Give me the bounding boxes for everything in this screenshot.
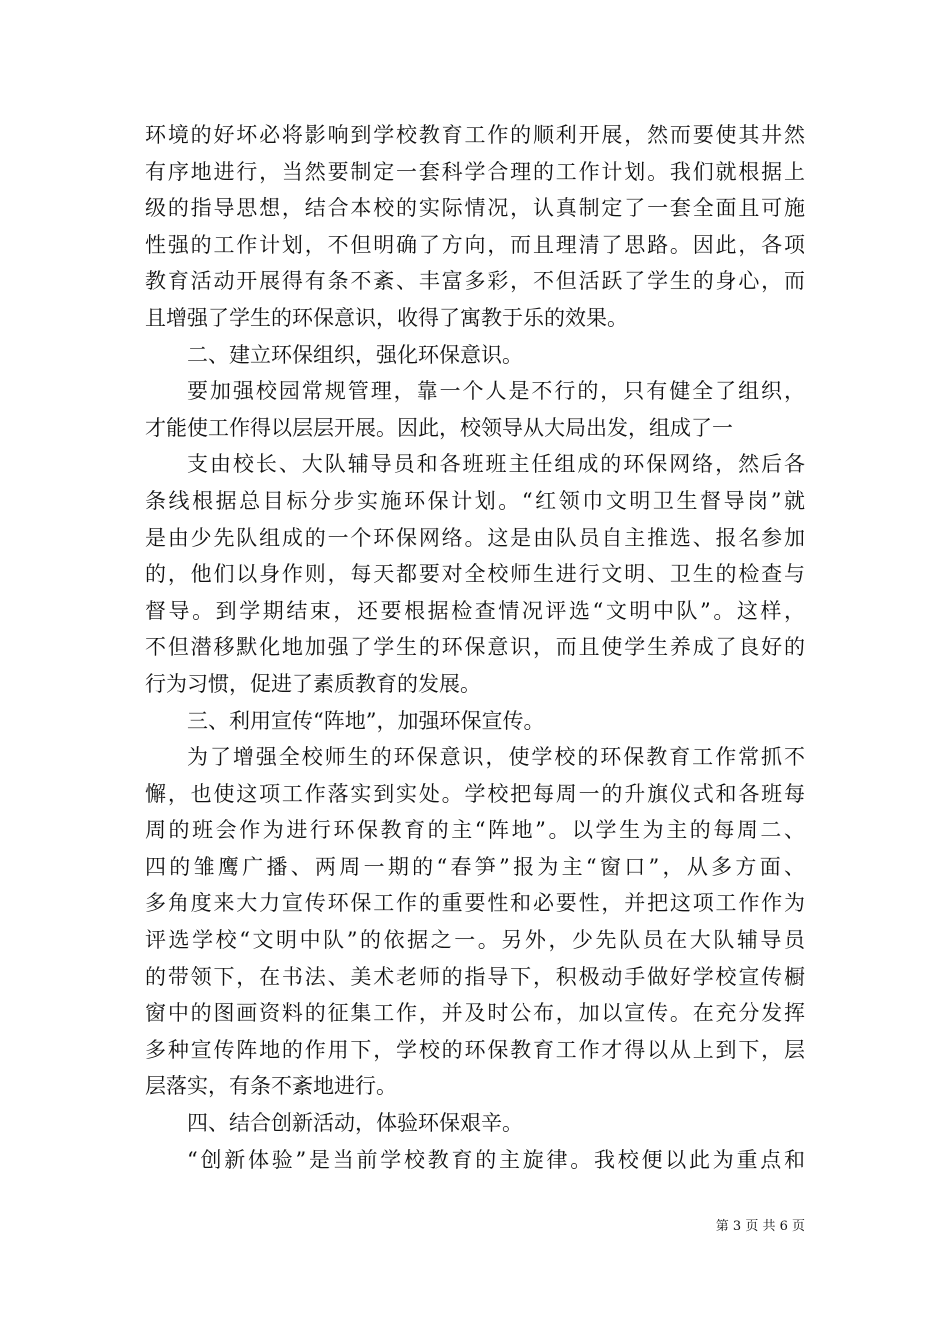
text-line-10: 支由校长、大队辅导员和各班班主任组成的环保网络，然后各: [187, 452, 805, 477]
text-line-13: 的，他们以身作则，每天都要对全校师生进行文明、卫生的检查与: [145, 562, 805, 587]
text-line-27: 层落实，有条不紊地进行。: [145, 1074, 397, 1099]
page-number-footer: 第 3 页 共 6 页: [715, 1219, 805, 1234]
text-line-1: 环境的好坏必将影响到学校教育工作的顺利开展，然而要使其井然: [145, 123, 805, 147]
text-line-12: 是由少先队组成的一个环保网络。这是由队员自主推选、报名参加: [145, 525, 805, 550]
text-line-6: 且增强了学生的环保意识，收得了寓教于乐的效果。: [145, 305, 628, 330]
text-line-19: 懈，也使这项工作落实到实处。学校把每周一的升旗仪式和各班每: [145, 781, 805, 806]
text-line-9: 才能使工作得以层层开展。因此，校领导从大局出发，组成了一: [145, 415, 733, 440]
text-line-5: 教育活动开展得有条不紊、丰富多彩，不但活跃了学生的身心，而: [145, 269, 805, 294]
text-line-3: 级的指导思想，结合本校的实际情况，认真制定了一套全面且可施: [145, 196, 805, 221]
section-heading-3: 三、利用宣传“阵地”，加强环保宣传。: [187, 708, 545, 733]
text-line-20: 周的班会作为进行环保教育的主“阵地”。以学生为主的每周二、: [145, 818, 805, 843]
text-line-11: 条线根据总目标分步实施环保计划。“红领巾文明卫生督导岗”就: [145, 488, 805, 513]
text-line-22: 多角度来大力宣传环保工作的重要性和必要性，并把这项工作作为: [145, 891, 805, 916]
section-heading-4: 四、结合创新活动，体验环保艰辛。: [187, 1111, 523, 1136]
text-line-16: 行为习惯，促进了素质教育的发展。: [145, 671, 481, 696]
text-line-14: 督导。到学期结束，还要根据检查情况评选“文明中队”。这样，: [145, 598, 805, 623]
text-line-23: 评选学校“文明中队”的依据之一。另外，少先队员在大队辅导员: [145, 928, 805, 953]
text-line-26: 多种宣传阵地的作用下，学校的环保教育工作才得以从上到下，层: [145, 1037, 805, 1062]
text-line-15: 不但潜移默化地加强了学生的环保意识，而且使学生养成了良好的: [145, 635, 805, 660]
text-line-8: 要加强校园常规管理，靠一个人是不行的，只有健全了组织，: [187, 379, 805, 404]
text-line-21: 四的雏鹰广播、两周一期的“春笋”报为主“窗口”，从多方面、: [145, 854, 805, 879]
document-body: [145, 117, 805, 1178]
text-line-2: 有序地进行，当然要制定一套科学合理的工作计划。我们就根据上: [145, 159, 805, 184]
text-line-18: 为了增强全校师生的环保意识，使学校的环保教育工作常抓不: [187, 745, 805, 770]
section-heading-2: 二、建立环保组织，强化环保意识。: [187, 342, 523, 367]
text-line-25: 窗中的图画资料的征集工作，并及时公布，加以宣传。在充分发挥: [145, 1001, 805, 1026]
text-line-4: 性强的工作计划，不但明确了方向，而且理清了思路。因此，各项: [145, 232, 805, 257]
text-line-24: 的带领下，在书法、美术老师的指导下，积极动手做好学校宣传橱: [145, 964, 805, 989]
text-line-29: “创新体验”是当前学校教育的主旋律。我校便以此为重点和: [187, 1147, 805, 1172]
